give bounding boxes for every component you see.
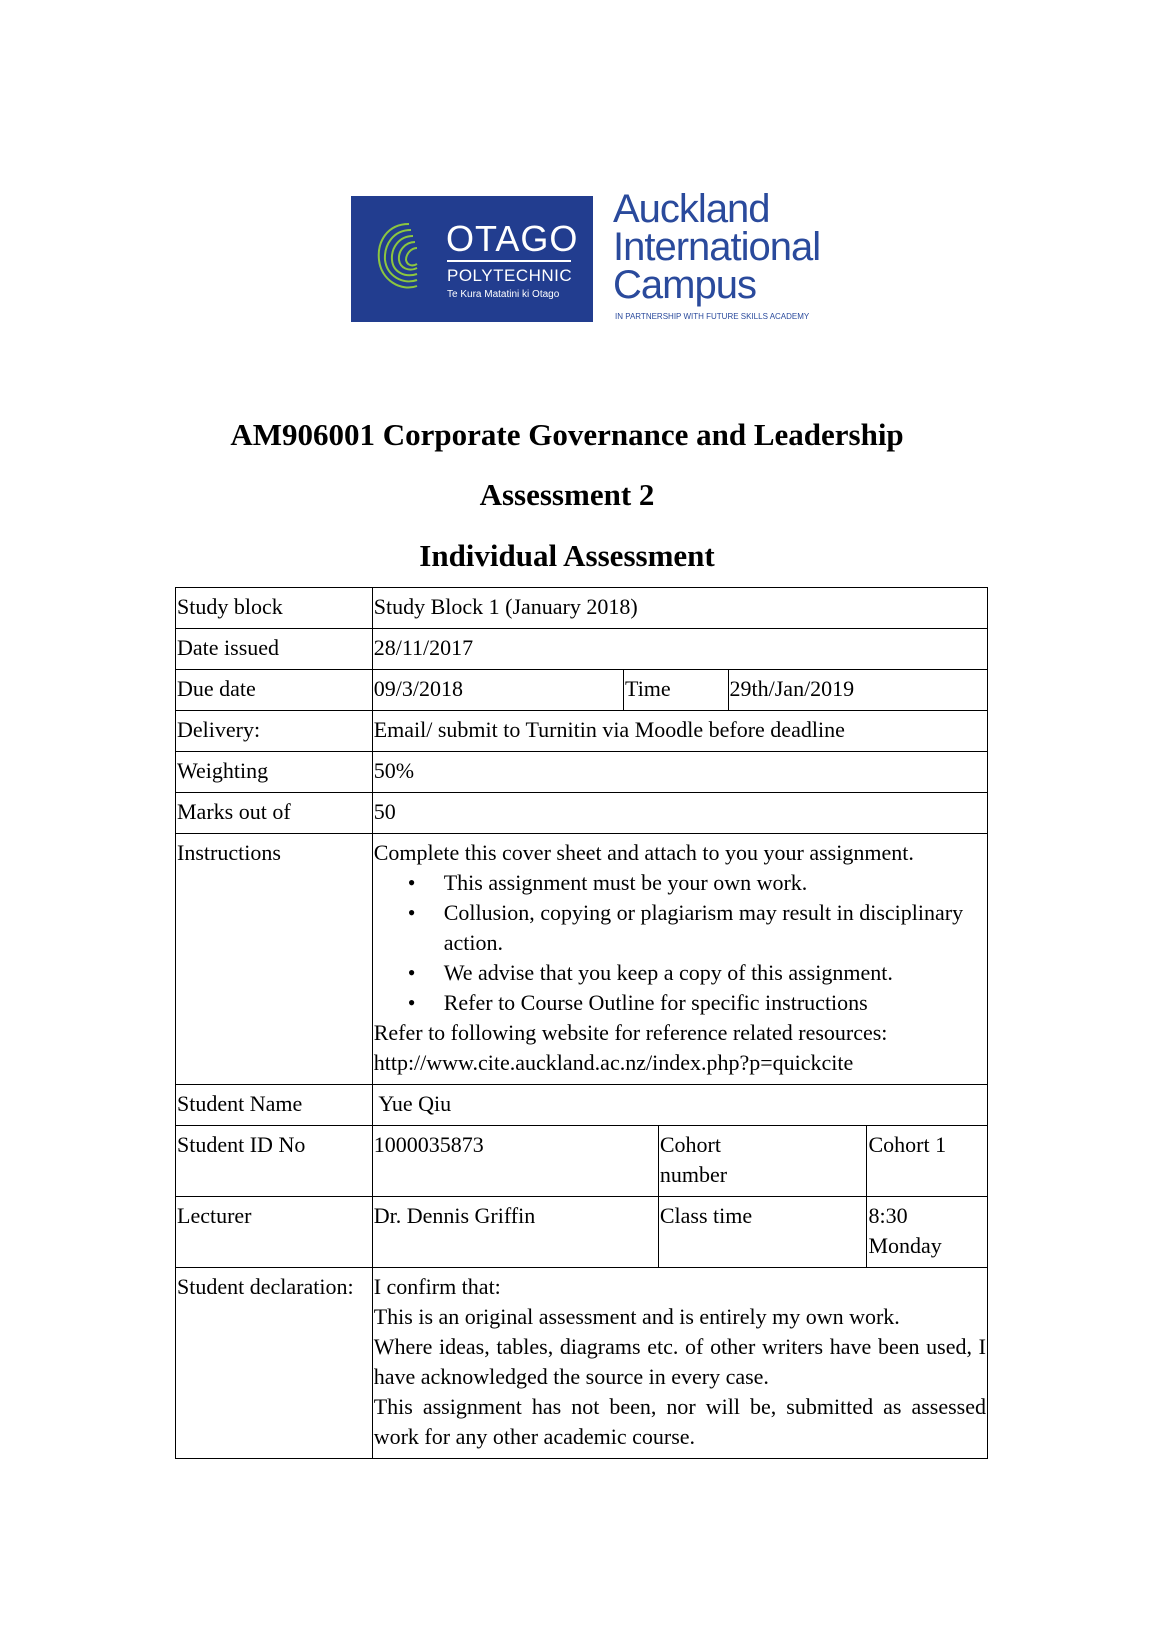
instructions-intro: Complete this cover sheet and attach to you your assignment. — [373, 840, 914, 865]
declaration-line: This is an original assessment and is entirely my own work. — [373, 1304, 900, 1329]
class-time-value: 8:30 Monday — [867, 1197, 988, 1268]
cohort-label — [658, 1126, 867, 1197]
declaration-content — [372, 1268, 987, 1459]
due-date-value: 09/3/2018 — [372, 670, 623, 711]
weighting-value: 50% — [372, 752, 987, 793]
study-block-label: Study block — [176, 588, 373, 629]
instructions-list — [374, 868, 986, 1018]
declaration-line: Where ideas, tables, diagrams etc. of other writers have been used, I have acknowledged the source in every case. — [373, 1334, 986, 1389]
student-name-label: Student Name — [176, 1085, 373, 1126]
table-row — [176, 834, 988, 1085]
campus-wordmark — [613, 187, 821, 307]
class-time-label: Class time — [658, 1197, 867, 1268]
list-item: • Collusion, copying or plagiarism may result in disciplinary action. — [444, 898, 986, 958]
student-name-value: Yue Qiu — [372, 1085, 987, 1126]
list-item: • We advise that you keep a copy of this assignment. — [444, 958, 986, 988]
declaration-line: This assignment has not been, nor will be, submitted as assessed work for any other academic course. — [373, 1394, 986, 1449]
assessment-type: Individual Assessment — [419, 538, 715, 573]
date-issued-value: 28/11/2017 — [372, 629, 987, 670]
time-label: Time — [624, 670, 728, 711]
table-row — [176, 629, 988, 670]
student-id-value: 1000035873 — [372, 1126, 658, 1197]
table-row — [176, 793, 988, 834]
table-row — [176, 588, 988, 629]
lecturer-label: Lecturer — [176, 1197, 373, 1268]
otago-logo-box — [351, 196, 593, 322]
lecturer-value: Dr. Dennis Griffin — [372, 1197, 658, 1268]
te-kura-text: Te Kura Matatini ki Otago — [447, 289, 560, 300]
polytechnic-wordmark: POLYTECHNIC — [447, 266, 573, 285]
time-value: 29th/Jan/2019 — [728, 670, 987, 711]
cover-sheet-table — [175, 587, 988, 1459]
table-row — [176, 1085, 988, 1126]
reference-url: http://www.cite.auckland.ac.nz/index.php?p=quickcite — [373, 1050, 854, 1075]
cohort-value: Cohort 1 — [867, 1126, 988, 1197]
assessment-title: Assessment 2 — [479, 477, 655, 512]
instructions-label: Instructions — [176, 834, 373, 1085]
campus-line: Auckland — [613, 187, 770, 231]
table-row — [176, 1126, 988, 1197]
delivery-value: Email/ submit to Turnitin via Moodle before deadline — [372, 711, 987, 752]
table-row — [176, 670, 988, 711]
marks-label: Marks out of — [176, 793, 373, 834]
swirl-icon — [373, 218, 437, 296]
partnership-text: IN PARTNERSHIP WITH FUTURE SKILLS ACADEMY — [615, 312, 810, 321]
marks-value: 50 — [372, 793, 987, 834]
list-item: • Refer to Course Outline for specific instructions — [444, 988, 986, 1018]
list-item: • This assignment must be your own work. — [444, 868, 986, 898]
institution-logo — [351, 187, 821, 326]
table-row — [176, 1197, 988, 1268]
instructions-content — [372, 834, 987, 1085]
table-row — [176, 711, 988, 752]
reference-text: Refer to following website for reference related resources: — [373, 1020, 888, 1045]
table-row — [176, 1268, 988, 1459]
date-issued-label: Date issued — [176, 629, 373, 670]
logo-divider — [447, 260, 571, 262]
table-row — [176, 752, 988, 793]
campus-line: International — [613, 225, 821, 269]
delivery-label: Delivery: — [176, 711, 373, 752]
course-title: AM906001 Corporate Governance and Leadership — [230, 417, 904, 452]
study-block-value: Study Block 1 (January 2018) — [372, 588, 987, 629]
student-id-label: Student ID No — [176, 1126, 373, 1197]
declaration-label: Student declaration: — [176, 1268, 373, 1459]
weighting-label: Weighting — [176, 752, 373, 793]
cohort-label-text: Cohort number — [659, 1132, 728, 1187]
declaration-line: I confirm that: — [373, 1274, 501, 1299]
campus-line: Campus — [613, 263, 756, 307]
due-date-label: Due date — [176, 670, 373, 711]
otago-wordmark: OTAGO — [446, 218, 579, 259]
